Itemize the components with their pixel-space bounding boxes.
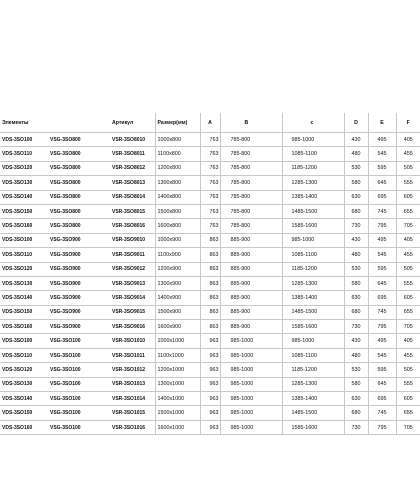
cell-a: 763 — [200, 161, 220, 175]
cell-b: 985-1000 — [220, 420, 282, 434]
cell-a: 763 — [200, 176, 220, 190]
table-row — [0, 276, 420, 290]
cell-f: 655 — [396, 305, 420, 319]
cell-size: 1200x800 — [155, 161, 200, 175]
cell-size: 1300x1000 — [155, 377, 200, 391]
cell-size: 1200x900 — [155, 262, 200, 276]
header-elements: Элементы — [0, 113, 110, 133]
table-row — [0, 348, 420, 362]
cell-d: 530 — [344, 161, 368, 175]
cell-f: 455 — [396, 248, 420, 262]
cell-size: 1000x800 — [155, 133, 200, 147]
header-c: c — [282, 113, 344, 133]
cell-e: 595 — [368, 363, 396, 377]
cell-e: 545 — [368, 248, 396, 262]
cell-b: 785-800 — [220, 133, 282, 147]
cell-f: 505 — [396, 363, 420, 377]
header-f: F — [396, 113, 420, 133]
cell-size: 1000x900 — [155, 233, 200, 247]
cell-d: 680 — [344, 204, 368, 218]
cell-a: 963 — [200, 392, 220, 406]
cell-element-2: VSG-3SO900 — [48, 305, 110, 319]
cell-d: 480 — [344, 348, 368, 362]
cell-element-2: VSG-3SO800 — [48, 219, 110, 233]
cell-c: 1285-1300 — [282, 176, 344, 190]
cell-element-2: VSG-3SO100 — [48, 420, 110, 434]
table-row — [0, 420, 420, 434]
cell-c: 1185-1200 — [282, 161, 344, 175]
cell-article: VSR-3SO9011 — [110, 248, 155, 262]
cell-element-1: VDS-3SO160 — [0, 420, 48, 434]
cell-d: 480 — [344, 248, 368, 262]
cell-a: 763 — [200, 190, 220, 204]
cell-article: VSR-3SO8010 — [110, 133, 155, 147]
cell-a: 963 — [200, 420, 220, 434]
table-row — [0, 320, 420, 334]
cell-element-2: VSG-3SO100 — [48, 334, 110, 348]
cell-e: 745 — [368, 305, 396, 319]
cell-d: 430 — [344, 334, 368, 348]
cell-size: 1100x800 — [155, 147, 200, 161]
cell-c: 1485-1500 — [282, 305, 344, 319]
cell-article: VSR-3SO1010 — [110, 334, 155, 348]
cell-size: 1200x1000 — [155, 363, 200, 377]
cell-element-1: VDS-3SO100 — [0, 334, 48, 348]
table-row — [0, 291, 420, 305]
cell-e: 795 — [368, 420, 396, 434]
cell-article: VSR-3SO1015 — [110, 406, 155, 420]
table-row — [0, 176, 420, 190]
cell-b: 785-800 — [220, 147, 282, 161]
cell-e: 795 — [368, 320, 396, 334]
cell-article: VSR-3SO9012 — [110, 262, 155, 276]
cell-element-2: VSG-3SO100 — [48, 377, 110, 391]
cell-a: 963 — [200, 363, 220, 377]
cell-d: 480 — [344, 147, 368, 161]
cell-b: 885-900 — [220, 233, 282, 247]
cell-element-1: VDS-3SO150 — [0, 204, 48, 218]
cell-element-2: VSG-3SO900 — [48, 262, 110, 276]
cell-e: 595 — [368, 262, 396, 276]
cell-f: 505 — [396, 161, 420, 175]
cell-a: 863 — [200, 276, 220, 290]
cell-c: 1085-1100 — [282, 248, 344, 262]
cell-article: VSR-3SO9010 — [110, 233, 155, 247]
cell-d: 580 — [344, 276, 368, 290]
cell-a: 963 — [200, 348, 220, 362]
cell-e: 545 — [368, 348, 396, 362]
cell-element-2: VSG-3SO800 — [48, 190, 110, 204]
table-row — [0, 363, 420, 377]
cell-size: 1600x900 — [155, 320, 200, 334]
cell-f: 555 — [396, 377, 420, 391]
table-row — [0, 305, 420, 319]
cell-e: 645 — [368, 276, 396, 290]
cell-f: 455 — [396, 147, 420, 161]
cell-element-1: VDS-3SO160 — [0, 219, 48, 233]
cell-element-2: VSG-3SO900 — [48, 248, 110, 262]
cell-element-1: VDS-3SO160 — [0, 320, 48, 334]
cell-c: 1185-1200 — [282, 262, 344, 276]
cell-b: 785-800 — [220, 219, 282, 233]
cell-d: 730 — [344, 420, 368, 434]
cell-d: 680 — [344, 406, 368, 420]
cell-article: VSR-3SO8011 — [110, 147, 155, 161]
cell-d: 630 — [344, 190, 368, 204]
cell-c: 1385-1400 — [282, 392, 344, 406]
header-article: Артикул — [110, 113, 155, 133]
cell-b: 985-1000 — [220, 377, 282, 391]
cell-article: VSR-3SO1013 — [110, 377, 155, 391]
cell-c: 1185-1200 — [282, 363, 344, 377]
header-e: E — [368, 113, 396, 133]
cell-c: 1485-1500 — [282, 406, 344, 420]
cell-element-1: VDS-3SO120 — [0, 363, 48, 377]
cell-d: 730 — [344, 219, 368, 233]
cell-size: 1100x900 — [155, 248, 200, 262]
cell-size: 1500x900 — [155, 305, 200, 319]
cell-element-1: VDS-3SO130 — [0, 377, 48, 391]
cell-c: 1285-1300 — [282, 377, 344, 391]
cell-b: 985-1000 — [220, 406, 282, 420]
cell-e: 495 — [368, 133, 396, 147]
cell-c: 1085-1100 — [282, 147, 344, 161]
table-row — [0, 406, 420, 420]
cell-f: 705 — [396, 219, 420, 233]
cell-b: 785-800 — [220, 204, 282, 218]
header-d: D — [344, 113, 368, 133]
cell-article: VSR-3SO9016 — [110, 320, 155, 334]
cell-a: 763 — [200, 204, 220, 218]
table-row — [0, 133, 420, 147]
cell-e: 795 — [368, 219, 396, 233]
cell-size: 1600x800 — [155, 219, 200, 233]
cell-b: 885-900 — [220, 305, 282, 319]
cell-size: 1400x800 — [155, 190, 200, 204]
cell-element-1: VDS-3SO140 — [0, 291, 48, 305]
cell-element-2: VSG-3SO100 — [48, 406, 110, 420]
cell-element-2: VSG-3SO800 — [48, 133, 110, 147]
cell-e: 545 — [368, 147, 396, 161]
cell-c: 1585-1600 — [282, 219, 344, 233]
cell-f: 605 — [396, 291, 420, 305]
cell-c: 985-1000 — [282, 233, 344, 247]
cell-e: 745 — [368, 406, 396, 420]
cell-size: 1300x900 — [155, 276, 200, 290]
cell-d: 680 — [344, 305, 368, 319]
table-row — [0, 190, 420, 204]
cell-d: 630 — [344, 291, 368, 305]
table-row — [0, 204, 420, 218]
cell-size: 1300x800 — [155, 176, 200, 190]
cell-c: 985-1000 — [282, 334, 344, 348]
cell-c: 1085-1100 — [282, 348, 344, 362]
header-a: A — [200, 113, 220, 133]
cell-f: 705 — [396, 320, 420, 334]
cell-f: 705 — [396, 420, 420, 434]
cell-article: VSR-3SO9013 — [110, 276, 155, 290]
cell-c: 1585-1600 — [282, 320, 344, 334]
cell-size: 1500x1000 — [155, 406, 200, 420]
cell-b: 885-900 — [220, 276, 282, 290]
cell-a: 963 — [200, 377, 220, 391]
cell-article: VSR-3SO8016 — [110, 219, 155, 233]
cell-article: VSR-3SO8012 — [110, 161, 155, 175]
cell-element-2: VSG-3SO900 — [48, 291, 110, 305]
cell-element-2: VSG-3SO900 — [48, 276, 110, 290]
cell-a: 763 — [200, 219, 220, 233]
cell-c: 1585-1600 — [282, 420, 344, 434]
cell-a: 863 — [200, 262, 220, 276]
cell-a: 963 — [200, 334, 220, 348]
cell-b: 985-1000 — [220, 392, 282, 406]
cell-element-1: VDS-3SO110 — [0, 147, 48, 161]
cell-element-2: VSG-3SO900 — [48, 233, 110, 247]
cell-article: VSR-3SO1014 — [110, 392, 155, 406]
cell-element-1: VDS-3SO140 — [0, 392, 48, 406]
cell-e: 495 — [368, 334, 396, 348]
cell-a: 963 — [200, 406, 220, 420]
cell-e: 695 — [368, 190, 396, 204]
cell-f: 505 — [396, 262, 420, 276]
cell-size: 1600x1000 — [155, 420, 200, 434]
cell-size: 1100x1000 — [155, 348, 200, 362]
table-row — [0, 262, 420, 276]
cell-a: 863 — [200, 248, 220, 262]
cell-element-1: VDS-3SO150 — [0, 406, 48, 420]
cell-element-1: VDS-3SO110 — [0, 248, 48, 262]
cell-a: 863 — [200, 305, 220, 319]
cell-d: 530 — [344, 262, 368, 276]
cell-f: 655 — [396, 406, 420, 420]
cell-article: VSR-3SO1016 — [110, 420, 155, 434]
cell-a: 863 — [200, 291, 220, 305]
cell-element-2: VSG-3SO100 — [48, 392, 110, 406]
cell-element-1: VDS-3SO150 — [0, 305, 48, 319]
cell-element-1: VDS-3SO130 — [0, 176, 48, 190]
cell-element-1: VDS-3SO100 — [0, 233, 48, 247]
cell-article: VSR-3SO8015 — [110, 204, 155, 218]
cell-e: 745 — [368, 204, 396, 218]
cell-element-1: VDS-3SO120 — [0, 161, 48, 175]
cell-c: 985-1000 — [282, 133, 344, 147]
cell-element-2: VSG-3SO900 — [48, 320, 110, 334]
table-row — [0, 334, 420, 348]
table-row — [0, 219, 420, 233]
cell-article: VSR-3SO9014 — [110, 291, 155, 305]
cell-d: 580 — [344, 176, 368, 190]
cell-f: 605 — [396, 190, 420, 204]
cell-b: 785-800 — [220, 161, 282, 175]
cell-e: 695 — [368, 392, 396, 406]
cell-e: 495 — [368, 233, 396, 247]
cell-d: 530 — [344, 363, 368, 377]
cell-size: 1500x800 — [155, 204, 200, 218]
cell-b: 885-900 — [220, 320, 282, 334]
cell-element-1: VDS-3SO130 — [0, 276, 48, 290]
cell-a: 763 — [200, 147, 220, 161]
cell-f: 605 — [396, 392, 420, 406]
table-header-row — [0, 113, 420, 133]
cell-a: 863 — [200, 233, 220, 247]
cell-element-2: VSG-3SO800 — [48, 147, 110, 161]
cell-c: 1385-1400 — [282, 291, 344, 305]
cell-b: 885-900 — [220, 262, 282, 276]
cell-element-2: VSG-3SO800 — [48, 161, 110, 175]
cell-b: 985-1000 — [220, 334, 282, 348]
table-row — [0, 161, 420, 175]
table-row — [0, 147, 420, 161]
cell-element-1: VDS-3SO140 — [0, 190, 48, 204]
header-b: B — [220, 113, 282, 133]
cell-b: 885-900 — [220, 291, 282, 305]
cell-b: 785-800 — [220, 176, 282, 190]
cell-element-1: VDS-3SO110 — [0, 348, 48, 362]
cell-f: 455 — [396, 348, 420, 362]
cell-article: VSR-3SO8013 — [110, 176, 155, 190]
cell-a: 863 — [200, 320, 220, 334]
cell-element-2: VSG-3SO100 — [48, 348, 110, 362]
cell-b: 785-800 — [220, 190, 282, 204]
table-row — [0, 233, 420, 247]
cell-c: 1385-1400 — [282, 190, 344, 204]
cell-article: VSR-3SO9015 — [110, 305, 155, 319]
cell-element-2: VSG-3SO100 — [48, 363, 110, 377]
table-body — [0, 133, 420, 435]
cell-d: 730 — [344, 320, 368, 334]
header-size: Размер(мм) — [155, 113, 200, 133]
cell-c: 1485-1500 — [282, 204, 344, 218]
cell-f: 555 — [396, 276, 420, 290]
cell-size: 1400x1000 — [155, 392, 200, 406]
cell-f: 655 — [396, 204, 420, 218]
table-row — [0, 248, 420, 262]
cell-b: 985-1000 — [220, 348, 282, 362]
cell-d: 430 — [344, 233, 368, 247]
table-row — [0, 377, 420, 391]
cell-f: 405 — [396, 233, 420, 247]
cell-element-1: VDS-3SO120 — [0, 262, 48, 276]
cell-d: 630 — [344, 392, 368, 406]
cell-a: 763 — [200, 133, 220, 147]
cell-size: 1400x900 — [155, 291, 200, 305]
spec-table — [0, 113, 420, 435]
cell-e: 695 — [368, 291, 396, 305]
cell-article: VSR-3SO1012 — [110, 363, 155, 377]
cell-article: VSR-3SO8014 — [110, 190, 155, 204]
cell-size: 1000x1000 — [155, 334, 200, 348]
cell-element-2: VSG-3SO800 — [48, 176, 110, 190]
cell-f: 405 — [396, 133, 420, 147]
cell-element-1: VDS-3SO100 — [0, 133, 48, 147]
cell-b: 985-1000 — [220, 363, 282, 377]
cell-f: 405 — [396, 334, 420, 348]
cell-f: 555 — [396, 176, 420, 190]
cell-d: 580 — [344, 377, 368, 391]
cell-element-2: VSG-3SO800 — [48, 204, 110, 218]
cell-e: 645 — [368, 377, 396, 391]
cell-c: 1285-1300 — [282, 276, 344, 290]
cell-e: 595 — [368, 161, 396, 175]
cell-article: VSR-3SO1011 — [110, 348, 155, 362]
cell-b: 885-900 — [220, 248, 282, 262]
table-row — [0, 392, 420, 406]
cell-d: 430 — [344, 133, 368, 147]
cell-e: 645 — [368, 176, 396, 190]
